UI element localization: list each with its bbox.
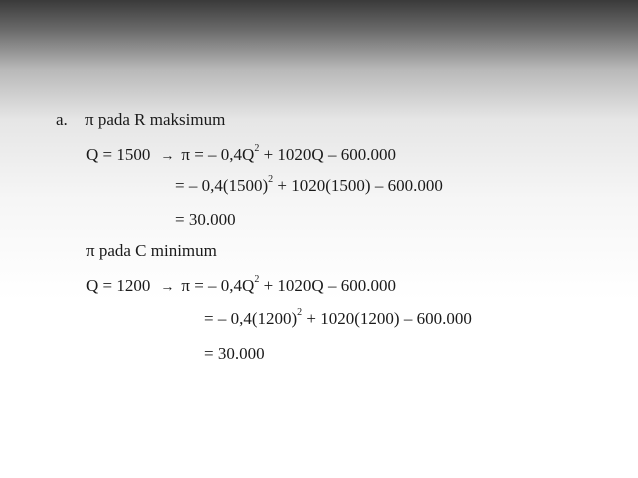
substitution-1500 xyxy=(175,176,443,196)
result-1500: = 30.000 xyxy=(175,210,236,229)
exponent: 2 xyxy=(297,307,303,319)
equation-q-1200 xyxy=(86,276,396,298)
equation-q-1500 xyxy=(86,145,396,167)
profit-function-suffix: + 1020Q – 600.000 xyxy=(259,145,396,164)
item-label: a. xyxy=(56,110,68,129)
heading-pi-c-minimum: π pada C minimum xyxy=(86,241,217,260)
substitution-suffix: + 1020(1200) – 600.000 xyxy=(302,309,472,328)
substitution-1200 xyxy=(204,309,472,329)
exponent: 2 xyxy=(254,143,260,155)
substitution-suffix: + 1020(1500) – 600.000 xyxy=(273,176,443,195)
exponent: 2 xyxy=(254,274,260,286)
profit-function-prefix: π = – 0,4Q xyxy=(181,145,255,164)
q-value-1200: Q = 1200 xyxy=(86,276,151,295)
q-value-1500: Q = 1500 xyxy=(86,145,151,164)
exponent: 2 xyxy=(268,174,274,186)
profit-function-suffix: + 1020Q – 600.000 xyxy=(259,276,396,295)
result-1200: = 30.000 xyxy=(204,344,265,363)
substitution-prefix: = – 0,4(1200) xyxy=(204,309,298,328)
substitution-prefix: = – 0,4(1500) xyxy=(175,176,269,195)
arrow-icon: → xyxy=(160,149,175,164)
heading-pi-r-maksimum: π pada R maksimum xyxy=(85,110,226,129)
profit-function-prefix: π = – 0,4Q xyxy=(181,276,255,295)
arrow-icon: → xyxy=(160,280,175,295)
